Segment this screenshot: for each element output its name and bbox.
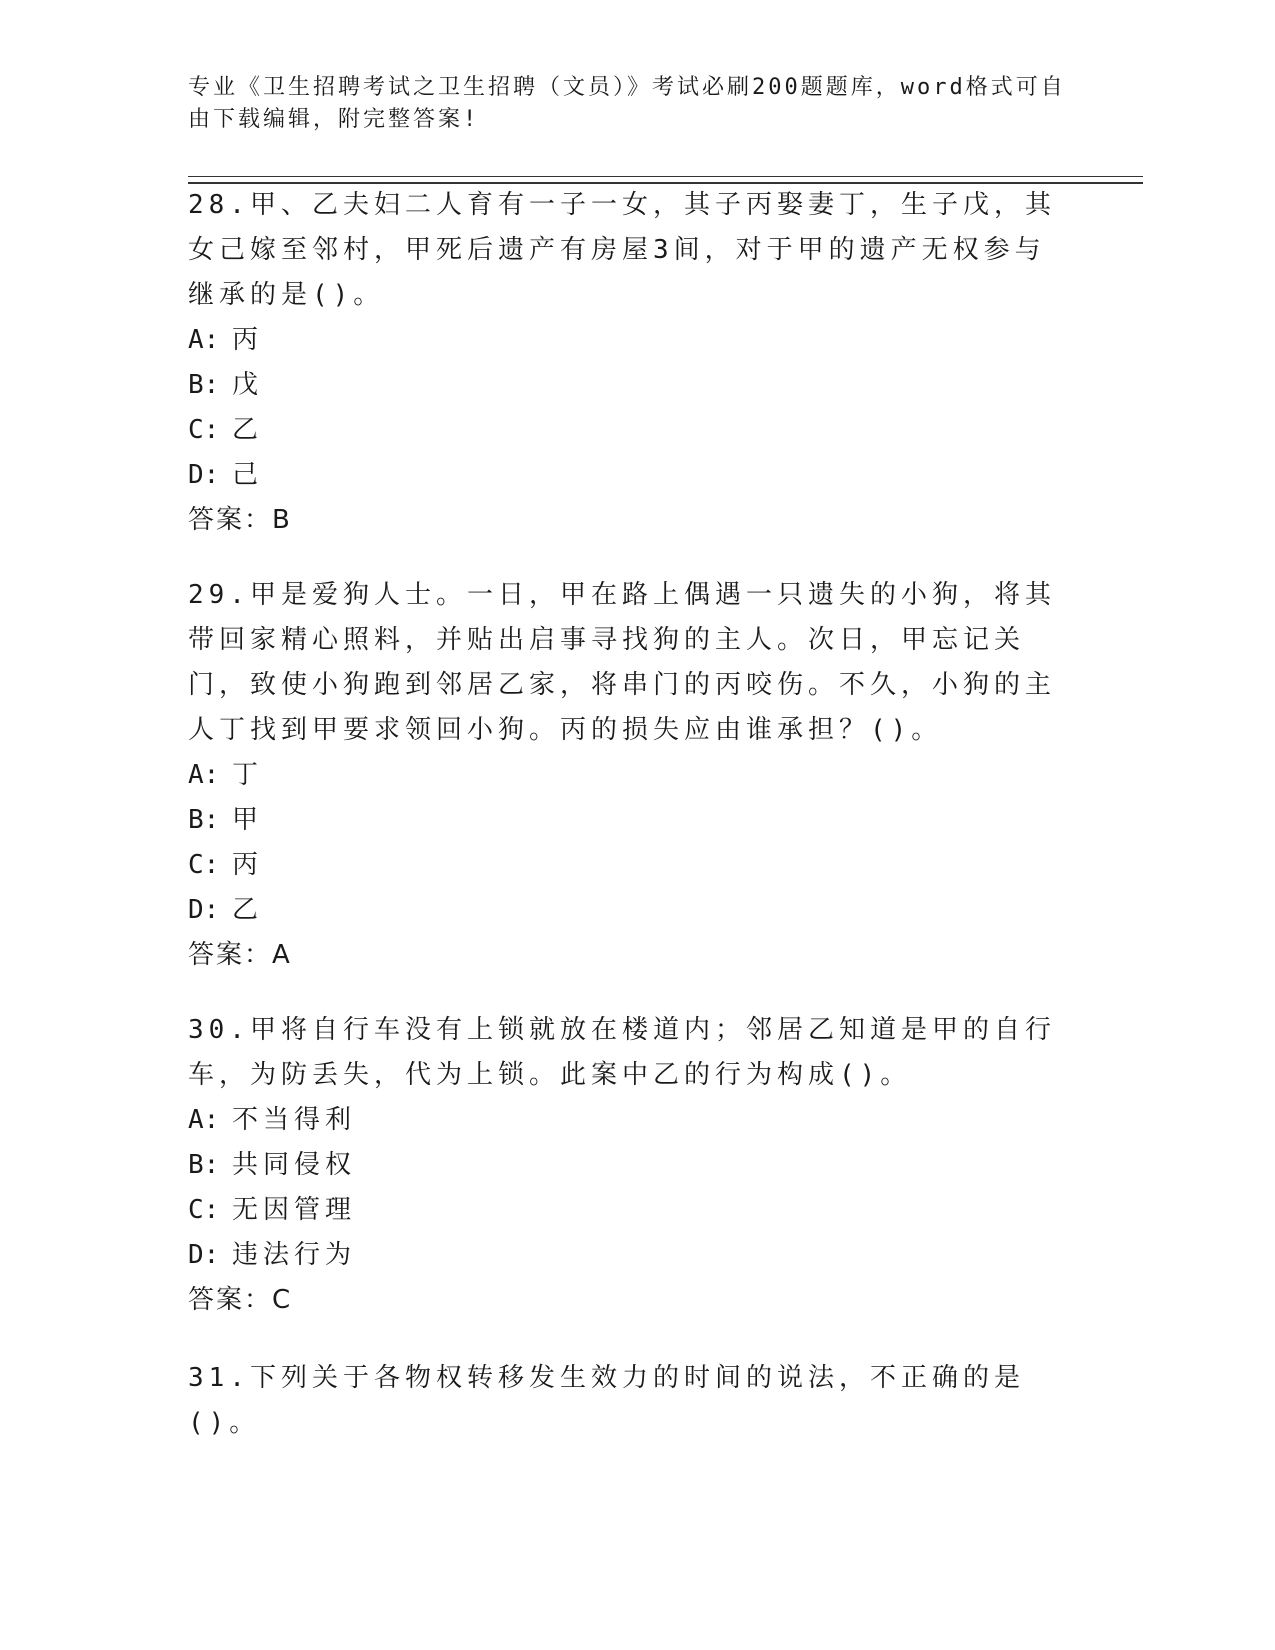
option-value: 乙: [232, 415, 264, 445]
question-31: [188, 1356, 1068, 1446]
option-key: C:: [188, 415, 220, 445]
question-text: 28.甲、乙夫妇二人育有一子一女，其子丙娶妻丁，生子戊，其女己嫁至邻村，甲死后遗产有房屋3间，对于甲的遗产无权参与继承的是()。: [188, 190, 1056, 310]
option-key: C:: [188, 850, 220, 880]
document-header: 专业《卫生招聘考试之卫生招聘（文员）》考试必刷200题题库，word格式可自由下载编辑，附完整答案!: [188, 75, 1066, 132]
option-value: 己: [232, 460, 264, 490]
question-text: 31.下列关于各物权转移发生效力的时间的说法，不正确的是()。: [188, 1363, 1025, 1438]
option-d: [188, 453, 1068, 498]
answer-text: 答案：C: [188, 1285, 293, 1315]
option-b: [188, 798, 1068, 843]
answer-text: 答案：B: [188, 505, 292, 535]
option-key: D:: [188, 460, 220, 490]
option-key: A:: [188, 325, 220, 355]
option-a: [188, 753, 1068, 798]
option-a: [188, 318, 1068, 363]
option-key: B:: [188, 1150, 220, 1180]
option-key: A:: [188, 760, 220, 790]
option-value: 甲: [232, 805, 264, 835]
option-value: 无因管理: [232, 1195, 357, 1225]
option-value: 乙: [232, 895, 264, 925]
question-text: 29.甲是爱狗人士。一日，甲在路上偶遇一只遗失的小狗，将其带回家精心照料，并贴出启事寻找狗的主人。次日，甲忘记关门，致使小狗跑到邻居乙家，将串门的丙咬伤。不久，小狗的主人丁找到甲要求领回小狗。丙的损失应由谁承担？()。: [188, 580, 1057, 745]
option-key: C:: [188, 1195, 220, 1225]
option-c: [188, 1188, 1068, 1233]
option-key: D:: [188, 895, 220, 925]
option-b: [188, 363, 1068, 408]
option-value: 丙: [232, 850, 264, 880]
option-d: [188, 1233, 1068, 1278]
answer-text: 答案：A: [188, 940, 292, 970]
question-28: [188, 183, 1068, 543]
option-key: B:: [188, 805, 220, 835]
question-29: [188, 573, 1068, 978]
option-value: 共同侵权: [232, 1150, 357, 1180]
option-c: [188, 843, 1068, 888]
option-key: B:: [188, 370, 220, 400]
option-d: [188, 888, 1068, 933]
option-value: 丁: [232, 760, 264, 790]
option-a: [188, 1098, 1068, 1143]
option-key: A:: [188, 1105, 220, 1135]
option-value: 戊: [232, 370, 264, 400]
option-value: 不当得利: [232, 1105, 357, 1135]
question-text: 30.甲将自行车没有上锁就放在楼道内；邻居乙知道是甲的自行车，为防丢失，代为上锁。此案中乙的行为构成()。: [188, 1015, 1056, 1090]
option-b: [188, 1143, 1068, 1188]
question-30: [188, 1008, 1068, 1323]
option-value: 丙: [232, 325, 264, 355]
option-c: [188, 408, 1068, 453]
option-key: D:: [188, 1240, 220, 1270]
option-value: 违法行为: [232, 1240, 357, 1270]
